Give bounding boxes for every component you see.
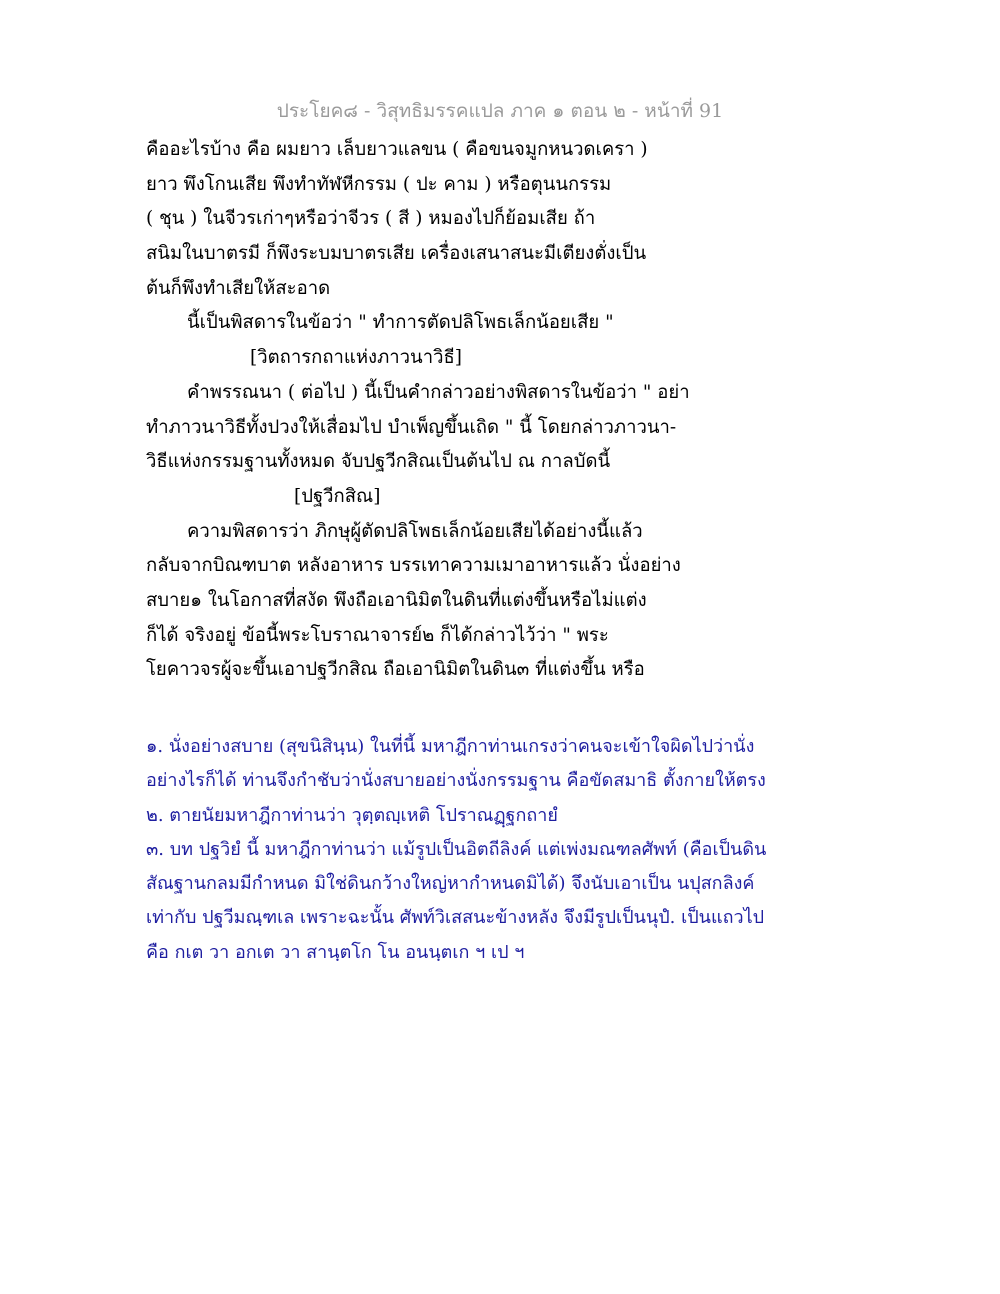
- section-heading: [วิตถารกถาแห่งภาวนาวิธี]: [250, 347, 462, 369]
- footnotes: [146, 730, 866, 970]
- footnote-line: ๒. ตายนัยมหาฎีกาท่านว่า วุตฺตญฺเหติ โปราณฏฺฐกถายํ: [146, 804, 558, 826]
- footnote-line: เท่ากับ ปฐวีมณฺฑเล เพราะฉะนั้น ศัพท์วิเสสนะข้างหลัง จึงมีรูปเป็นนุปํ. เป็นแถวไป: [146, 907, 765, 929]
- text-line: ต้นก็พึงทำเสียให้สะอาด: [146, 277, 331, 299]
- text-line: ( ชุน ) ในจีวรเก่าๆหรือว่าจีวร ( สี ) หมองไปก็ย้อมเสีย ถ้า: [146, 208, 596, 230]
- text-line: สนิมในบาตรมี ก็พึงระบมบาตรเสีย เครื่องเสนาสนะมีเตียงตั่งเป็น: [146, 243, 647, 265]
- text-line: ทำภาวนาวิธีทั้งปวงให้เสื่อมไป บำเพ็ญขึ้นเถิด " นี้ โดยกล่าวภาวนา-: [146, 416, 677, 438]
- main-text: [146, 133, 866, 688]
- text-line: ยาว พึงโกนเสีย พึงทำทัฬหีกรรม ( ปะ คาม ) หรือตุนนกรรม: [146, 173, 612, 195]
- footnote-line: ๓. บท ปฐวิยํ นี้ มหาฎีกาท่านว่า แม้รูปเป็นอิตถีลิงค์ แต่เพ่งมณฑลศัพท์ (คือเป็นดิน: [146, 838, 767, 860]
- text-line: คำพรรณนา ( ต่อไป ) นี้เป็นคำกล่าวอย่างพิสดารในข้อว่า " อย่า: [187, 381, 690, 403]
- text-line: สบาย๑ ในโอกาสที่สงัด พึงถือเอานิมิตในดินที่แต่งขึ้นหรือไม่แต่ง: [146, 589, 647, 611]
- text-line: คืออะไรบ้าง คือ ผมยาว เล็บยาวแลขน ( คือขนจมูกหนวดเครา ): [146, 139, 648, 160]
- text-line: กลับจากบิณฑบาต หลังอาหาร บรรเทาความเมาอาหารแล้ว นั่งอย่าง: [146, 555, 681, 577]
- running-header: ประโยค๘ - วิสุทธิมรรคแปล ภาค ๑ ตอน ๒ - หน้าที่ 91: [276, 100, 724, 122]
- footnote-line: อย่างไรก็ได้ ท่านจึงกำชับว่านั่งสบายอย่างนั่งกรรมฐาน คือขัดสมาธิ ตั้งกายให้ตรง: [146, 770, 766, 792]
- footnote-line: คือ กเต วา อกเต วา สานฺตโก โน อนนฺตเก ฯ เป ฯ: [146, 941, 525, 963]
- text-line: ความพิสดารว่า ภิกษุผู้ตัดปลิโพธเล็กน้อยเสียได้อย่างนี้แล้ว: [187, 520, 643, 542]
- text-line: ก็ได้ จริงอยู่ ข้อนี้พระโบราณาจารย์๒ ก็ได้กล่าวไว้ว่า " พระ: [146, 624, 609, 646]
- section-heading: [ปฐวีกสิณ]: [294, 485, 381, 507]
- footnote-line: ๑. นั่งอย่างสบาย (สุขนิสินฺน) ในที่นี้ มหาฎีกาท่านเกรงว่าคนจะเข้าใจผิดไปว่านั่ง: [146, 736, 755, 757]
- text-line: วิธีแห่งกรรมฐานทั้งหมด จับปฐวีกสิณเป็นต้นไป ณ กาลบัดนี้: [146, 451, 611, 473]
- text-line: โยคาวจรผู้จะขึ้นเอาปฐวีกสิณ ถือเอานิมิตในดิน๓ ที่แต่งขึ้น หรือ: [146, 659, 645, 681]
- footnote-line: สัณฐานกลมมีกำหนด มิใช่ดินกว้างใหญ่หากำหนดมิได้) จึงนับเอาเป็น นปุสกลิงค์: [146, 873, 755, 895]
- text-line: นี้เป็นพิสดารในข้อว่า " ทำการตัดปลิโพธเล็กน้อยเสีย ": [187, 312, 614, 334]
